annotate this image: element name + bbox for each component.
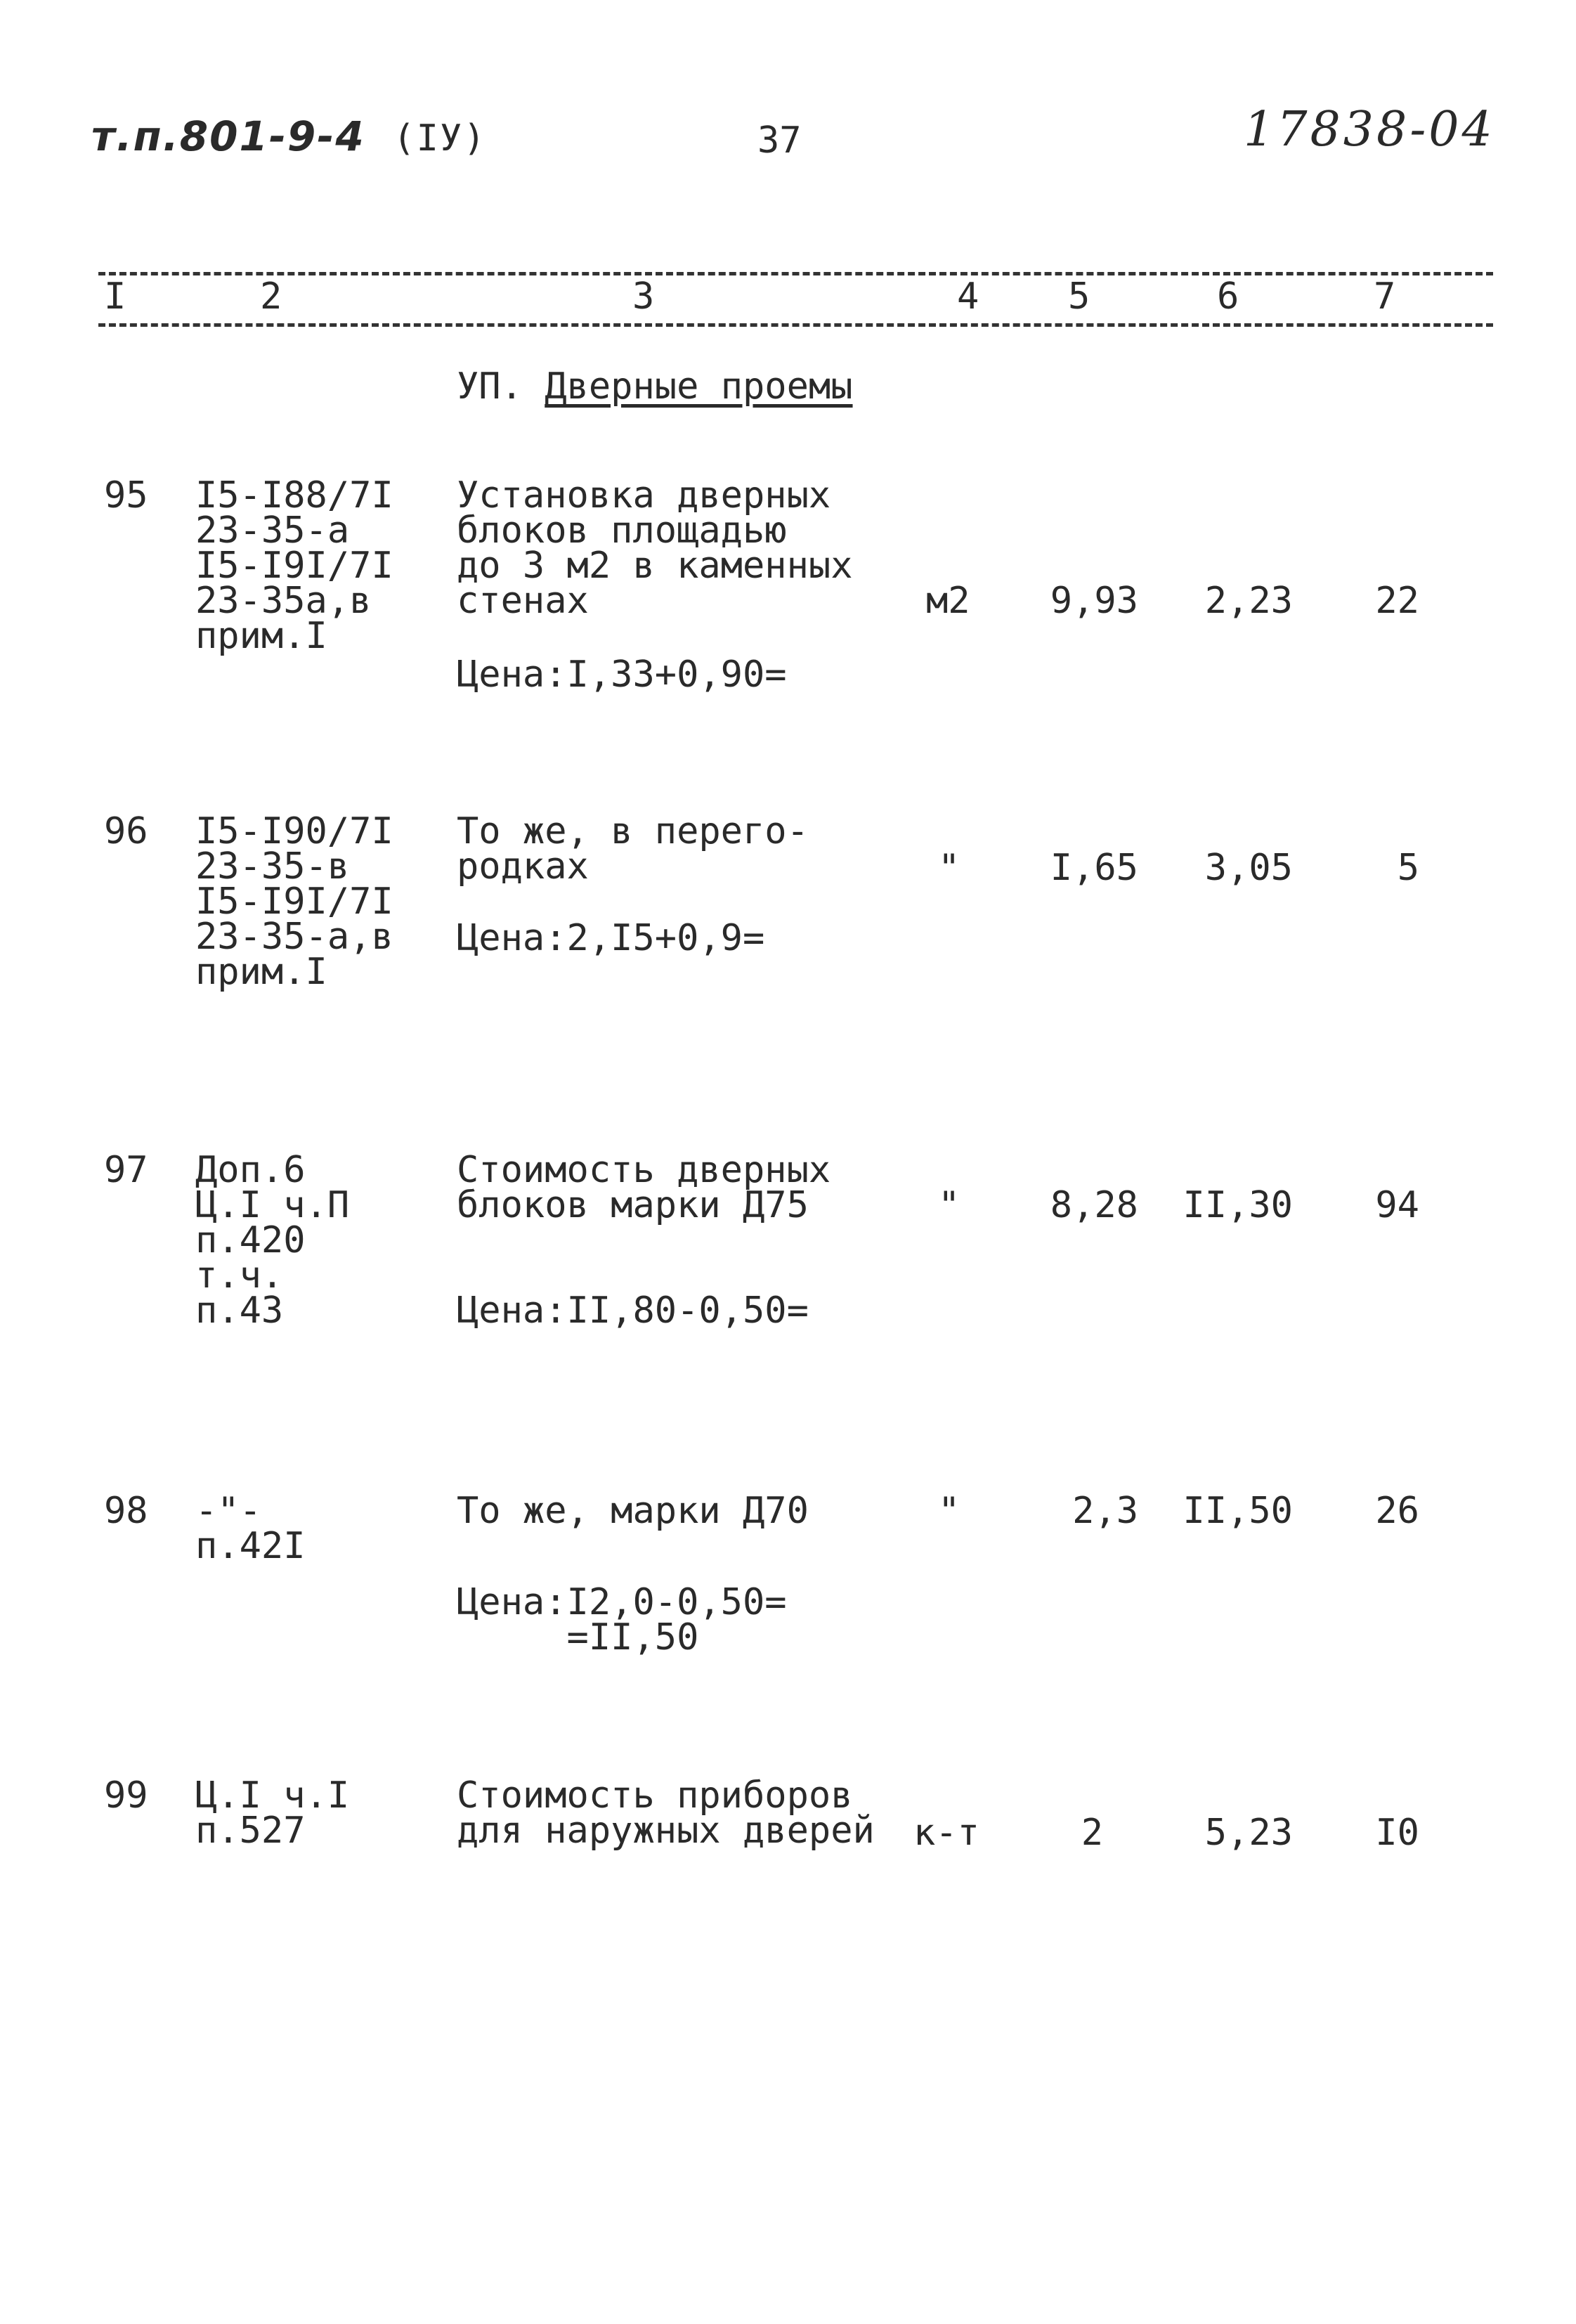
- column-number-3: 3: [632, 275, 655, 318]
- document-code: 17838-04: [1244, 102, 1495, 157]
- column-number-4: 4: [957, 275, 979, 318]
- row-description: Установка дверных блоков площадью до 3 м2 в каменных стенах: [457, 474, 853, 622]
- column-number-2: 2: [260, 275, 282, 318]
- section-number: УП.: [457, 365, 523, 408]
- row-col5: I,65: [1050, 847, 1138, 889]
- row-code: Доп.6 Ц.I ч.П п.420 т.ч. п.43: [195, 1149, 350, 1332]
- row-col5: 8,28: [1050, 1184, 1138, 1226]
- row-unit: ": [938, 1184, 960, 1226]
- project-reference: [91, 112, 487, 160]
- row-col5: 9,93: [1050, 580, 1138, 622]
- row-description: То же, в перего- родках: [457, 810, 809, 888]
- section-heading: [457, 365, 853, 408]
- row-col6: 5,23: [1204, 1812, 1293, 1854]
- row-price: Цена:I2,0-0,50= =II,50: [457, 1581, 787, 1658]
- row-col6: II,50: [1183, 1490, 1293, 1532]
- row-col6: II,30: [1183, 1184, 1293, 1226]
- row-code: Ц.I ч.I п.527: [195, 1774, 350, 1852]
- row-col5: 2,3: [1072, 1490, 1138, 1532]
- column-number-5: 5: [1068, 275, 1090, 318]
- row-position: 96: [104, 810, 148, 852]
- row-col5: 2: [1081, 1812, 1103, 1854]
- row-unit: ": [938, 847, 960, 889]
- row-code: I5-I88/7I 23-35-а I5-I9I/7I 23-35а,в прим.I: [195, 474, 393, 657]
- row-col7: 94: [1375, 1184, 1419, 1226]
- row-position: 95: [104, 474, 148, 517]
- row-col7: 5: [1397, 847, 1419, 889]
- column-number-1: I: [104, 275, 126, 318]
- row-position: 99: [104, 1774, 148, 1817]
- row-unit: к-т: [913, 1812, 979, 1854]
- row-col7: I0: [1375, 1812, 1419, 1854]
- row-col6: 2,23: [1204, 580, 1293, 622]
- row-description: То же, марки Д70: [457, 1490, 809, 1532]
- row-code: I5-I90/7I 23-35-в I5-I9I/7I 23-35-а,в прим.I: [195, 810, 393, 993]
- header-rule-bottom: [98, 323, 1493, 327]
- project-number: 801-9-4: [179, 112, 365, 160]
- row-unit: ": [938, 1490, 960, 1532]
- page-number: 37: [757, 119, 802, 162]
- column-number-6: 6: [1217, 275, 1239, 318]
- project-volume: (IУ): [393, 117, 487, 160]
- row-price: Цена:II,80-0,50=: [457, 1290, 809, 1332]
- row-unit: м2: [926, 580, 970, 622]
- column-number-7: 7: [1374, 275, 1396, 318]
- row-position: 98: [104, 1490, 148, 1532]
- row-price: Цена:2,I5+0,9=: [457, 917, 765, 959]
- section-title: Дверные проемы: [545, 365, 853, 408]
- row-code: -"- п.42I: [195, 1490, 306, 1567]
- row-description: Стоимость дверных блоков марки Д75: [457, 1149, 831, 1226]
- header-rule-top: [98, 272, 1493, 275]
- row-description: Стоимость приборов для наружных дверей: [457, 1774, 875, 1852]
- row-col6: 3,05: [1204, 847, 1293, 889]
- row-col7: 22: [1375, 580, 1419, 622]
- row-price: Цена:I,33+0,90=: [457, 654, 787, 696]
- project-prefix: т.п.: [91, 112, 180, 160]
- row-position: 97: [104, 1149, 148, 1191]
- row-col7: 26: [1375, 1490, 1419, 1532]
